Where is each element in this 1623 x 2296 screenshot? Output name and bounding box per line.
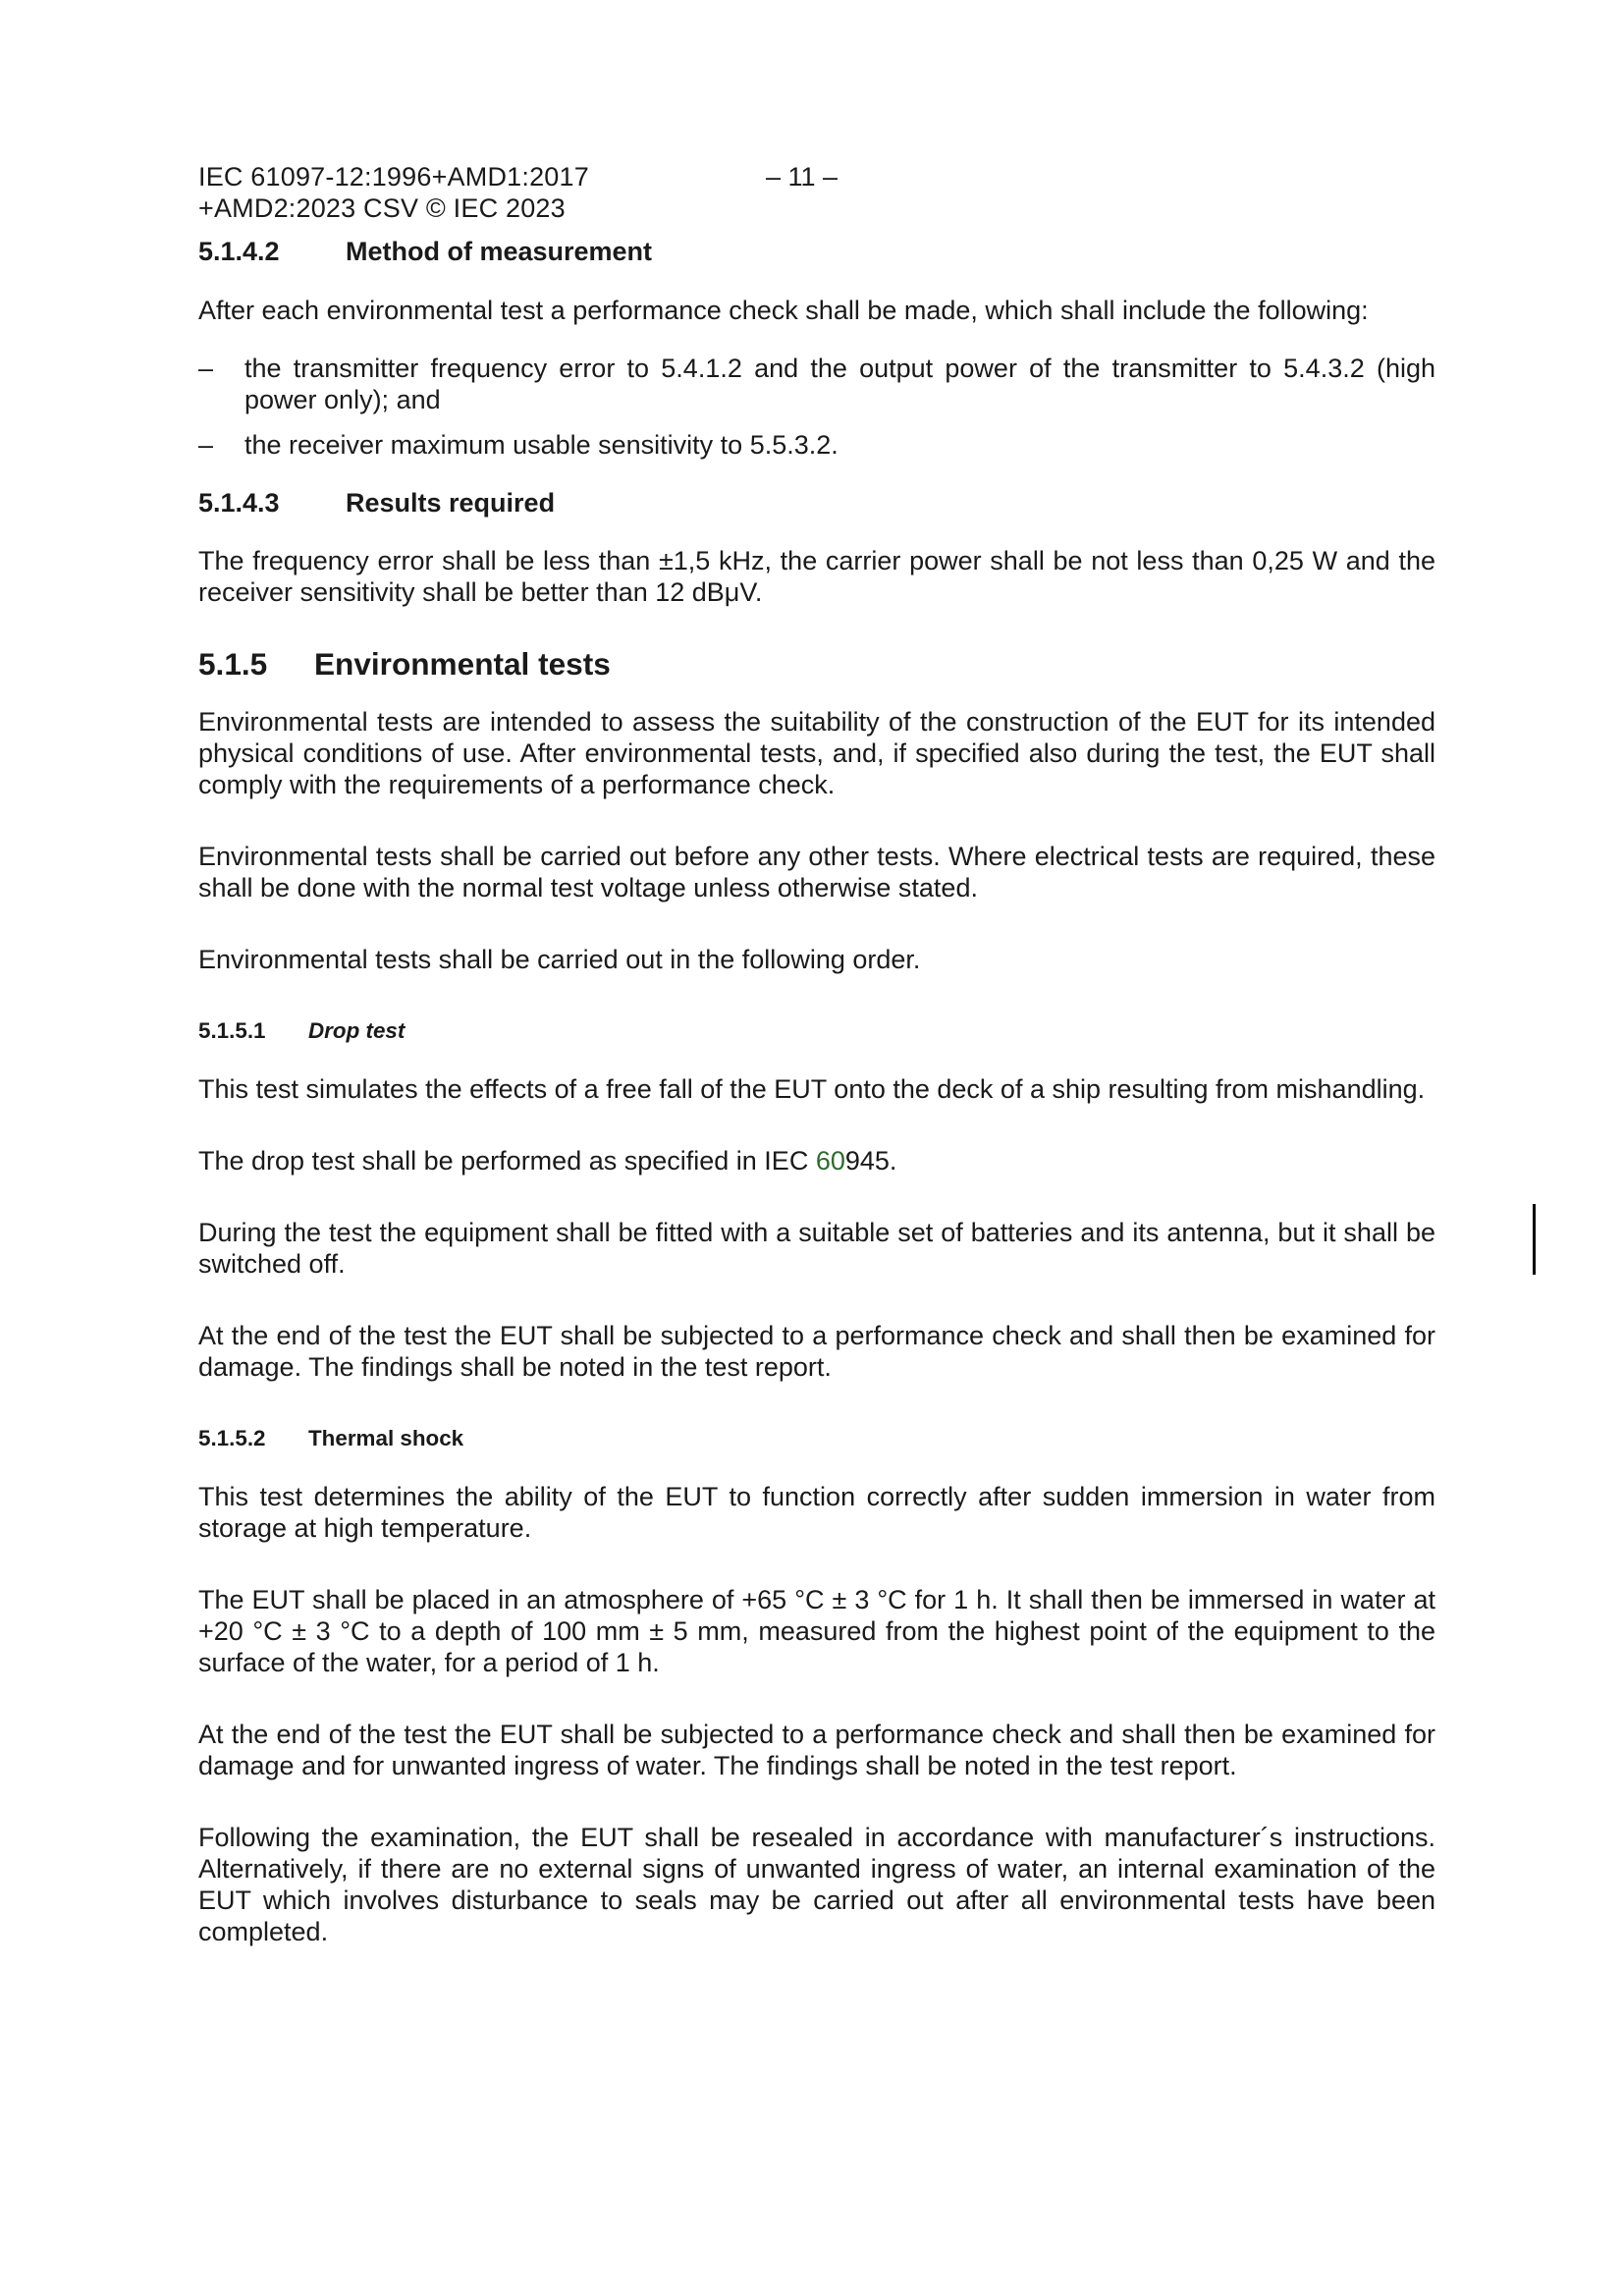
paragraph: Following the examination, the EUT shall be resealed in accordance with manufacturer´s instructions. Alternatively, if there are no external signs of unwanted ingress of water, an internal examination of the EUT which involves disturbance to seals may be carried out after all environmental tests have been completed. [198, 1823, 1435, 1946]
dash-marker: – [198, 430, 214, 460]
document-header [198, 161, 589, 224]
section-title: Results required [346, 488, 556, 518]
change-bar [1533, 1204, 1536, 1275]
performance-check-list [198, 353, 1435, 461]
paragraph: Environmental tests shall be carried out before any other tests. Where electrical tests are required, these shall be done with the normal test voltage unless otherwise stated. [198, 842, 1435, 902]
page-number: – 11 – [766, 162, 839, 191]
section-number: 5.1.5.1 [198, 1018, 266, 1043]
section-title: Environmental tests [314, 646, 611, 682]
heading-5-1-5-1 [198, 1015, 1435, 1047]
section-number: 5.1.5.2 [198, 1426, 266, 1450]
section-title: Drop test [308, 1018, 406, 1043]
heading-5-1-5 [198, 648, 1435, 680]
paragraph: Environmental tests shall be carried out in the following order. [198, 945, 921, 974]
heading-5-1-4-3 [198, 487, 1435, 519]
method-intro: After each environmental test a performance check shall be made, which shall include the following: [198, 296, 1369, 325]
standard-reference: IEC 61097-12:1996+AMD1:2017 [198, 162, 589, 191]
paragraph: The EUT shall be placed in an atmosphere of +65 °C ± 3 °C for 1 h. It shall then be immersed in water at +20 °C ± 3 °C to a depth of 100 mm ± 5 mm, measured from the highest point of the equipment to the surface of the water, for a period of 1 h. [198, 1585, 1435, 1677]
paragraph: During the test the equipment shall be fitted with a suitable set of batteries and its antenna, but it shall be switched off. [198, 1218, 1435, 1279]
paragraph: This test simulates the effects of a free fall of the EUT onto the deck of a ship resulting from mishandling. [198, 1074, 1426, 1104]
section-number: 5.1.5 [198, 646, 268, 682]
section-title: Thermal shock [308, 1426, 464, 1450]
iec-reference-link[interactable]: 60 [815, 1146, 845, 1175]
section-number: 5.1.4.3 [198, 488, 280, 518]
paragraph: At the end of the test the EUT shall be subjected to a performance check and shall then be examined for damage and for unwanted ingress of water. The findings shall be noted in the test report. [198, 1720, 1435, 1780]
amendment-reference: +AMD2:2023 CSV © IEC 2023 [198, 193, 566, 223]
drop-test-reference: The drop test shall be performed as specified in IEC 60945. [198, 1146, 897, 1175]
heading-5-1-4-2 [198, 236, 1435, 267]
page-body [198, 236, 1435, 1947]
paragraph: Environmental tests are intended to assess the suitability of the construction of the EUT for its intended physical conditions of use. After environmental tests, and, if specified also during the test, the EUT shall comply with the requirements of a performance check. [198, 707, 1435, 799]
paragraph: At the end of the test the EUT shall be subjected to a performance check and shall then be examined for damage. The findings shall be noted in the test report. [198, 1321, 1435, 1382]
results-text: The frequency error shall be less than ±1,5 kHz, the carrier power shall be not less than 0,25 W and the receiver sensitivity shall be better than 12 dBμV. [198, 546, 1435, 607]
section-title: Method of measurement [346, 237, 653, 266]
dash-marker: – [198, 354, 214, 383]
section-number: 5.1.4.2 [198, 237, 280, 266]
list-item: – the transmitter frequency error to 5.4.1.2 and the output power of the transmitter to 5.4.3.2 (high power only); and [198, 354, 1435, 414]
list-item: – the receiver maximum usable sensitivity to 5.5.3.2. [198, 430, 839, 460]
heading-5-1-5-2 [198, 1423, 1435, 1454]
paragraph: This test determines the ability of the EUT to function correctly after sudden immersion in water from storage at high temperature. [198, 1482, 1435, 1543]
